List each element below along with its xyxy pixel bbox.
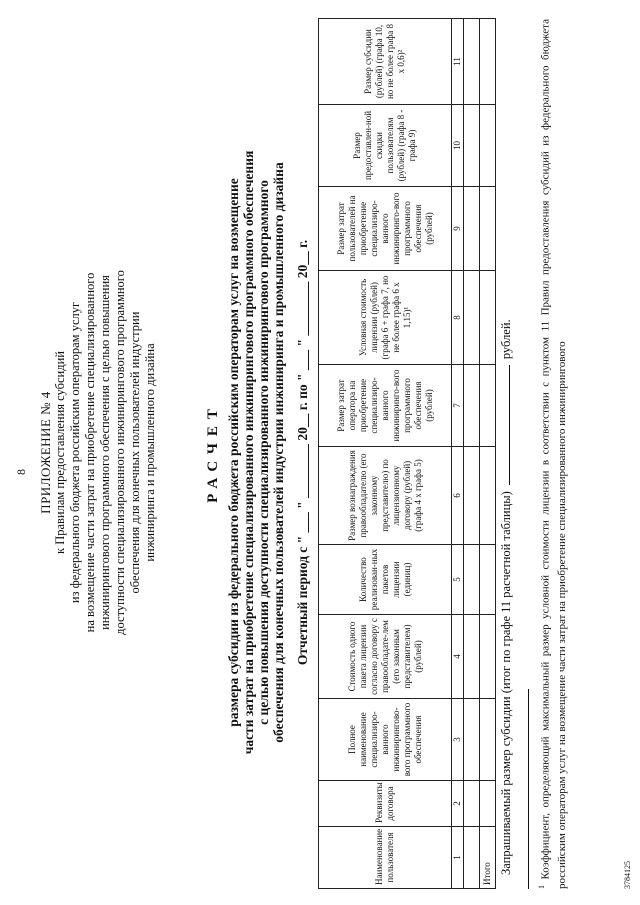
table-cell: [480, 699, 496, 781]
table-header-cell: Размер субсидии (рублей) (графа 10, но не более графа 8 x 0,6)²: [319, 19, 452, 105]
table-header-cell: Полное наименование специализиро-ванного инжинирингово-вого программного обеспечения: [319, 699, 452, 781]
column-number: 10: [452, 105, 464, 187]
table-cell: [464, 365, 480, 447]
calculation-table: [318, 18, 496, 889]
column-number: 1: [452, 827, 464, 889]
table-cell: [464, 187, 480, 271]
appendix-header: [38, 100, 158, 805]
table-cell: [464, 447, 480, 545]
column-number: 8: [452, 271, 464, 365]
column-number: 2: [452, 781, 464, 827]
table-cell: [480, 271, 496, 365]
footnote-mark: 1: [537, 885, 546, 889]
table-header-cell: Размер вознаграждения правообладателю (его законному представителю) по лицензионному договору (рублей) (графа 4 x графа 5): [319, 447, 452, 545]
table-header-cell: Размер предоставлен-ной скидки пользователям (рублей) (графа 8 - графа 9): [319, 105, 452, 187]
appendix-line: к Правилам предоставления субсидий: [53, 351, 67, 554]
appendix-line: инжинирингового программного обеспечения с целью повышения: [98, 275, 112, 630]
table-cell: [480, 447, 496, 545]
column-number: 4: [452, 615, 464, 699]
footnote: [534, 19, 570, 889]
table-header-cell: Наименование пользователя: [319, 827, 452, 889]
table-cell: [464, 19, 480, 105]
footnote-text: Коэффициент, определяющий максимальный размер условной стоимости лицензии в соответствии с пунктом 11 Правил предоставления субсидий из федерального бюджета российским операторам услуг на возмещение части затрат на приобретение специализированного инжинирингового: [539, 18, 568, 889]
column-number: 6: [452, 447, 464, 545]
requested-unit: рублей.: [499, 319, 513, 360]
table-cell: [480, 545, 496, 615]
table-total-row: [480, 19, 496, 889]
reporting-period: Отчетный период с " ___ " ________ 20__ г. по " ___ " ________ 20__ г.: [295, 239, 310, 666]
appendix-line: на возмещение части затрат на приобретение специализированного: [83, 272, 97, 633]
footnote-divider: [528, 689, 529, 889]
appendix-line: из федерального бюджета российским операторам услуг: [68, 301, 82, 604]
table-header-cell: Стоимость одного пакета лицензии согласно договору с правообладате-лем (его законным представителем) (рублей): [319, 615, 452, 699]
requested-label: Запрашиваемый размер субсидии (итог по графе 11 расчетной таблицы): [499, 491, 513, 875]
column-number: 9: [452, 187, 464, 271]
table-cell: [464, 781, 480, 827]
requested-subsidy: [497, 319, 514, 875]
table-header-cell: Размер затрат оператора на приобретение специализиро-ванного инжиниринго-вого программного обеспечения (рублей): [319, 365, 452, 447]
table-header-cell: Размер затрат пользователей на приобретение специализиро-ванного инжиниринго-вого программного обеспечения (рублей): [319, 187, 452, 271]
table-cell: [464, 615, 480, 699]
table-data-row: [464, 19, 480, 889]
table-header-cell: Реквизиты договора: [319, 781, 452, 827]
table-cell: [480, 19, 496, 105]
title-word: РАСЧЕТ: [205, 402, 221, 503]
table-cell: [464, 545, 480, 615]
appendix-line: обеспечения для конечных пользователей индустрии: [128, 311, 142, 594]
table-cell: [464, 271, 480, 365]
column-number: 7: [452, 365, 464, 447]
page-number: 8: [14, 469, 28, 475]
document-code: 3784125: [623, 861, 632, 889]
table-cell: [464, 827, 480, 889]
table-cell: [480, 365, 496, 447]
appendix-line: инжиниринга и промышленного дизайна: [143, 343, 157, 562]
table-cell: [464, 699, 480, 781]
table-cell: [480, 615, 496, 699]
column-number: 11: [452, 19, 464, 105]
column-number: 5: [452, 545, 464, 615]
column-number-row: [452, 19, 464, 889]
appendix-line: доступности специализированного инжинирингового программного: [113, 270, 127, 635]
total-label: Итого: [480, 827, 496, 889]
table-cell: [480, 781, 496, 827]
title-line: части затрат на приобретение специализированного инжинирингового программного обеспечения: [241, 150, 256, 755]
table-cell: [480, 105, 496, 187]
title-line: размера субсидии из федерального бюджета российским операторам услуг на возмещение: [226, 178, 241, 727]
table-header-row: [319, 19, 452, 889]
table-cell: [480, 187, 496, 271]
appendix-title: ПРИЛОЖЕНИЕ № 4: [38, 391, 53, 514]
table-cell: [464, 105, 480, 187]
table-header-cell: Условная стоимость лицензии (рублей) (графа 6 + графа 7, но не более графа 6 x 1,15)¹: [319, 271, 452, 365]
amount-blank: [497, 365, 510, 485]
title-line: с целью повышения доступности специализированного инжинирингового программного: [256, 180, 271, 725]
title-line: обеспечения для конечных пользователей индустрии инжиниринга и промышленного дизайна: [271, 162, 286, 743]
table-header-cell: Количество реализован-ных пакетов лицензии (единиц): [319, 545, 452, 615]
column-number: 3: [452, 699, 464, 781]
document-title: [205, 60, 286, 845]
